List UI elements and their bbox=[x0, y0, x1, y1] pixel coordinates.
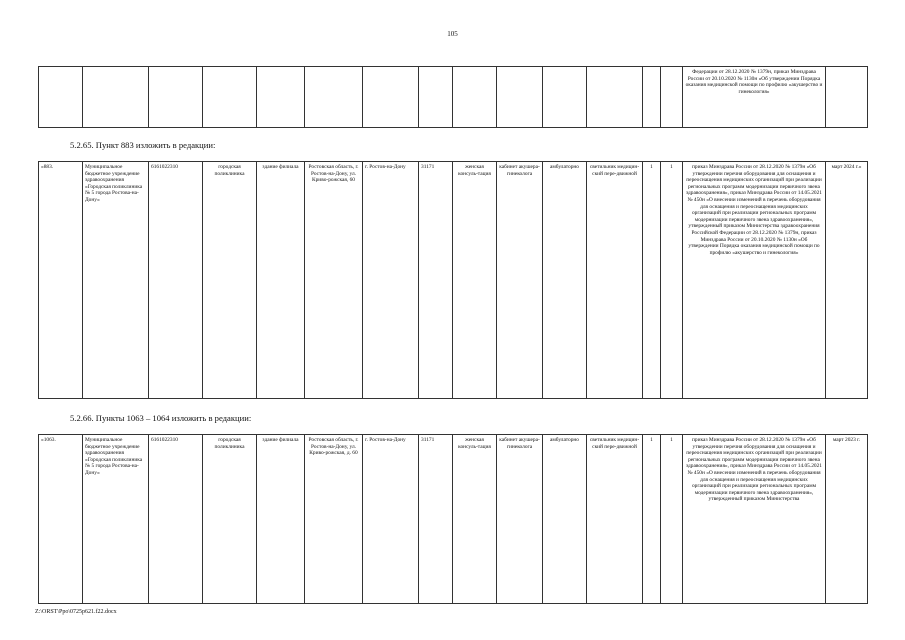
cell-equipment: светильник медицин-ский пере-движной bbox=[587, 162, 643, 399]
cell-city: г. Ростов-на-Дону bbox=[363, 162, 419, 399]
cell-type: городская поликлиника bbox=[203, 162, 257, 399]
section-heading-883: 5.2.65. Пункт 883 изложить в редакции: bbox=[70, 140, 216, 150]
cell-city: г. Ростов-на-Дону bbox=[363, 435, 419, 604]
cell-quantity-1: 1 bbox=[643, 435, 661, 604]
cell-quantity-1: 1 bbox=[643, 162, 661, 399]
table-row bbox=[39, 67, 868, 128]
cell-inn: 6161022310 bbox=[149, 435, 203, 604]
page-number: 105 bbox=[447, 30, 458, 38]
cell-room: кабинет акушера-гинеколога bbox=[497, 435, 543, 604]
cell-date: март 2024 г.» bbox=[826, 162, 868, 399]
cell-department: женская консуль-тация bbox=[453, 435, 497, 604]
cell-address: Ростовская область, г. Ростов-на-Дону, ул. Криво-рожская, д. 60 bbox=[305, 435, 363, 604]
doc-cell: приказ Минздрава России от 28.12.2020 № 1379н «Об утверждении перечня оборудования для оснащения и переоснащения медицинских организаций при реализации региональных программ модернизации первичного звена здравоохранения», приказ Минздрава России от 14.05.2021 № 450н «О внесении изменений в перечень оборудования для оснащения и переоснащения медицинских организаций при реализации региональных программ модернизации первичного звена здравоохранения», утвержденный приказом Министерства bbox=[683, 435, 826, 604]
cell-quantity-2: 1 bbox=[661, 435, 683, 604]
table-row bbox=[39, 435, 868, 604]
table-row bbox=[39, 162, 868, 399]
cell-room: кабинет акушера-гинеколога bbox=[497, 162, 543, 399]
table-row-883 bbox=[38, 161, 868, 399]
cell-date: март 2023 г. bbox=[826, 435, 868, 604]
cell-address: Ростовская область, г. Ростов-на-Дону, ул. Криво-рожская, 60 bbox=[305, 162, 363, 399]
table-continuation bbox=[38, 66, 868, 128]
section-heading-1063: 5.2.66. Пункты 1063 – 1064 изложить в редакции: bbox=[70, 413, 252, 423]
cell-quantity-2: 1 bbox=[661, 162, 683, 399]
cell-inn: 6161022310 bbox=[149, 162, 203, 399]
cell-number: «1063. bbox=[39, 435, 83, 604]
cell-organization: Муниципальное бюджетное учреждение здравоохранения «Городская поликлиника № 5 города Ростова-на-Дону» bbox=[83, 162, 149, 399]
cell-building: здание филиала bbox=[257, 435, 305, 604]
doc-cell: Федерации от 28.12.2020 № 1379н, приказ Минздрава России от 20.10.2020 № 1130н «Об утверждении Порядка оказания медицинской помощи по профилю «акушерство и гинекология» bbox=[683, 67, 826, 128]
table-row-1063 bbox=[38, 434, 868, 604]
cell-code: 31171 bbox=[419, 435, 453, 604]
file-path-footer: Z:\ORST\Ppo\0725p621.f22.docx bbox=[35, 609, 117, 615]
cell-equipment: светильник медицин-ский пере-движной bbox=[587, 435, 643, 604]
cell-code: 31171 bbox=[419, 162, 453, 399]
cell-department: женская консуль-тация bbox=[453, 162, 497, 399]
doc-cell: приказ Минздрава России от 28.12.2020 № 1379н «Об утверждении перечня оборудования для оснащения и переоснащения медицинских организаций при реализации региональных программ модернизации первичного звена здравоохранения», приказ Минздрава России от 14.05.2021 № 450н «О внесении изменений в перечень оборудования для оснащения и переоснащения медицинских организаций при реализации региональных программ модернизации первичного звена здравоохранения», утвержденный приказом Министерства здравоохранения Российской Федерации от 28.12.2020 № 1379н, приказ Минздрава России от 20.10.2020 № 1130н «Об утверждении Порядка оказания медицинской помощи по профилю «акушерство и гинекология» bbox=[683, 162, 826, 399]
cell-organization: Муниципальное бюджетное учреждение здравоохранения «Городская поликлиника № 5 города Ростова-на-Дону» bbox=[83, 435, 149, 604]
cell-number: «883. bbox=[39, 162, 83, 399]
cell-mode: амбулаторно bbox=[543, 162, 587, 399]
cell-building: здание филиала bbox=[257, 162, 305, 399]
cell-mode: амбулаторно bbox=[543, 435, 587, 604]
cell-type: городская поликлиника bbox=[203, 435, 257, 604]
